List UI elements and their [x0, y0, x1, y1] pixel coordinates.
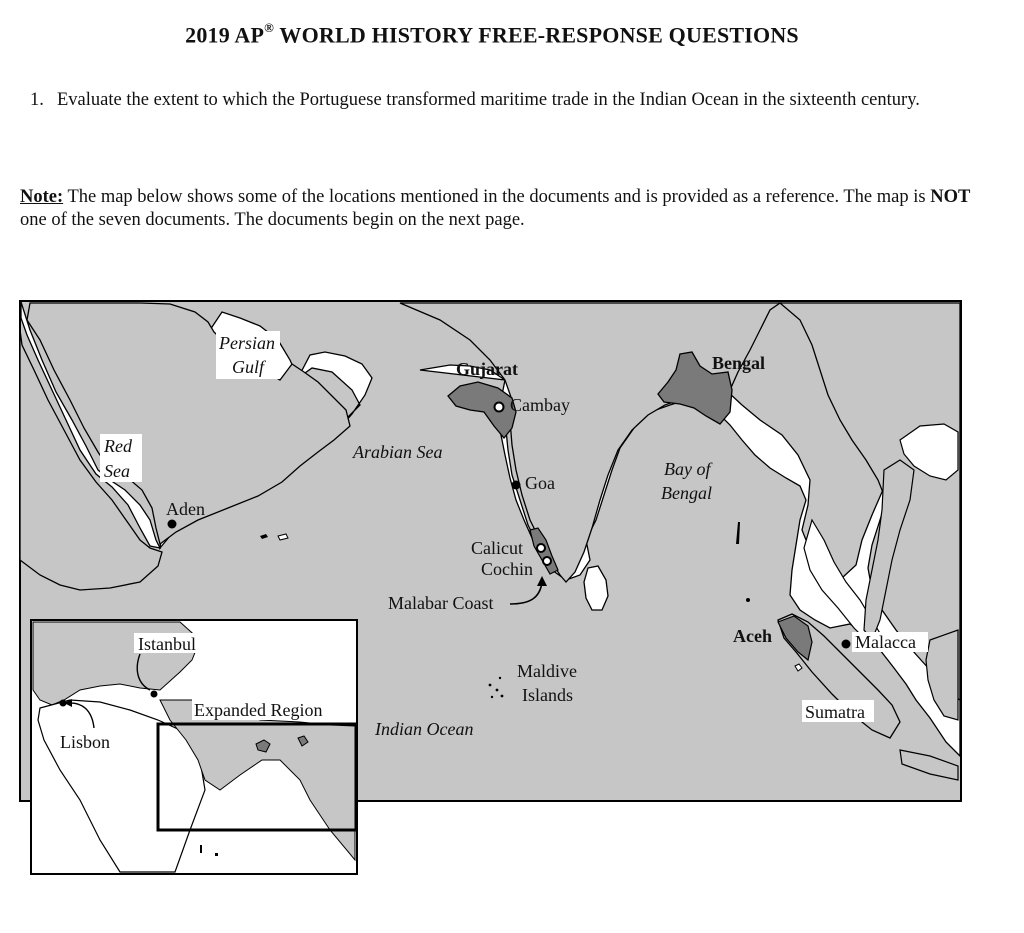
- label-cambay: Cambay: [510, 395, 570, 415]
- inset-map: [31, 620, 357, 874]
- question-text: Evaluate the extent to which the Portuguese transformed maritime trade in the Indian Ocean in the sixteenth century.: [57, 90, 920, 110]
- map-note: Note: The map below shows some of the locations mentioned in the documents and is provided as a reference. The map is NOT one of the seven documents. The documents begin on the next page.: [20, 187, 971, 230]
- cambay-marker: [495, 403, 504, 412]
- label-malabar-coast: Malabar Coast: [388, 593, 494, 613]
- label-arabian-sea: Arabian Sea: [353, 442, 443, 462]
- cochin-marker: [543, 557, 551, 565]
- label-lisbon: Lisbon: [60, 732, 111, 752]
- island: [501, 695, 504, 698]
- label-cochin: Cochin: [481, 559, 533, 579]
- label-gujarat: Gujarat: [456, 359, 518, 379]
- island: [499, 677, 501, 679]
- label-bengal: Bengal: [712, 353, 766, 373]
- island: [746, 598, 750, 602]
- label-sumatra: Sumatra: [805, 702, 865, 722]
- label-maldive: Maldive: [517, 661, 577, 681]
- island: [496, 689, 499, 692]
- label-sea: Sea: [104, 461, 130, 481]
- label-expanded-region: Expanded Region: [194, 700, 323, 720]
- label-malacca: Malacca: [855, 632, 916, 652]
- calicut-marker: [537, 544, 545, 552]
- label-goa: Goa: [525, 473, 555, 493]
- label-istanbul: Istanbul: [138, 634, 196, 654]
- aden-marker: [168, 520, 177, 529]
- note-label: Note:: [20, 187, 64, 207]
- goa-marker: [512, 481, 521, 490]
- page-title: 2019 AP® WORLD HISTORY FREE-RESPONSE QUESTIONS: [185, 20, 799, 48]
- istanbul-marker: [151, 691, 158, 698]
- label-aceh: Aceh: [733, 626, 772, 646]
- label-islands: Islands: [522, 685, 573, 705]
- question-number: 1.: [30, 90, 44, 110]
- label-bay-of: Bay of: [664, 459, 711, 479]
- label-persian: Persian: [219, 333, 275, 353]
- label-bay-bengal: Bengal: [661, 483, 712, 503]
- island: [491, 696, 493, 698]
- label-aden: Aden: [166, 499, 205, 519]
- label-indian-ocean: Indian Ocean: [375, 719, 474, 739]
- label-calicut: Calicut: [471, 538, 523, 558]
- label-gulf: Gulf: [232, 357, 265, 377]
- island: [489, 684, 492, 687]
- malacca-marker: [842, 640, 851, 649]
- label-red: Red: [104, 436, 132, 456]
